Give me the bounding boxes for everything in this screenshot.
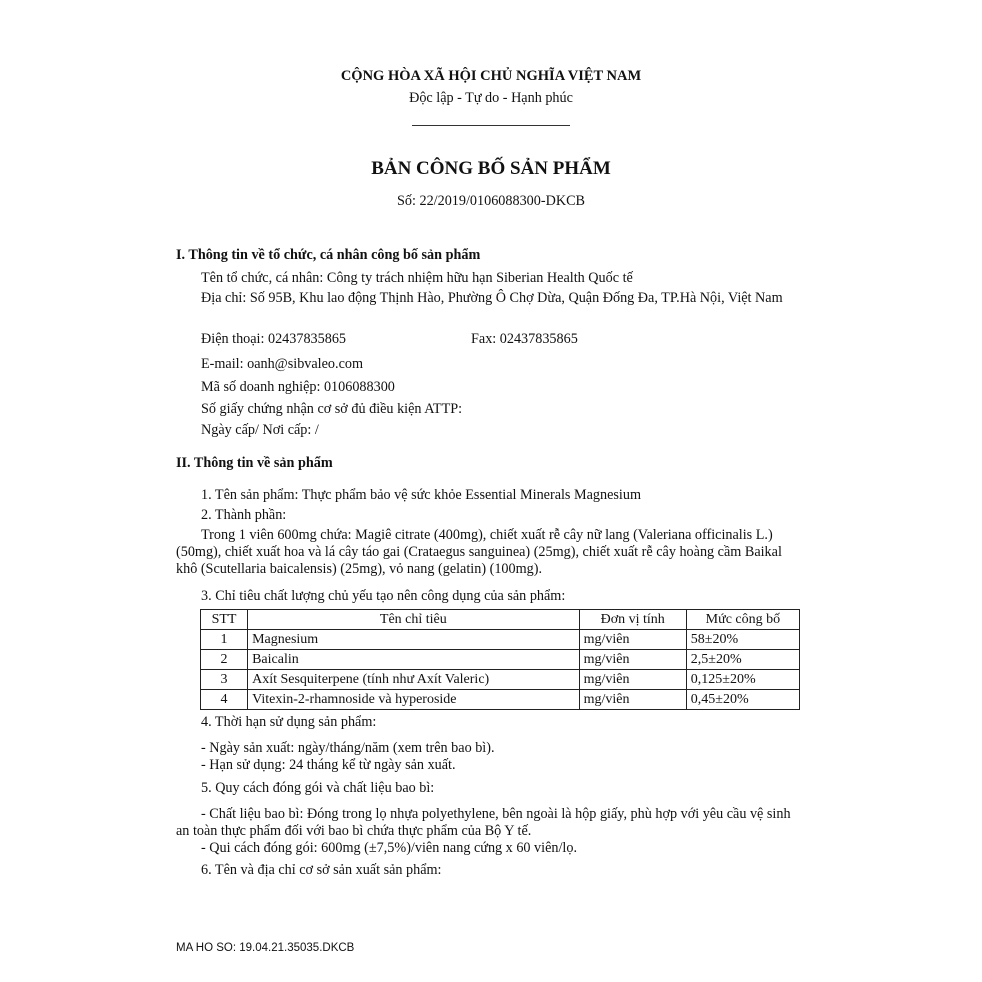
manufacturer-label: 6. Tên và địa chỉ cơ sở sản xuất sản phẩm:: [201, 862, 442, 878]
table-cell: 1: [201, 630, 248, 650]
table-row: [201, 670, 800, 690]
table-cell: mg/viên: [579, 670, 686, 690]
table-cell: 0,125±20%: [686, 670, 799, 690]
header-divider: [412, 125, 570, 126]
table-cell: 4: [201, 690, 248, 710]
business-code: Mã số doanh nghiệp: 0106088300: [201, 379, 395, 395]
table-header-cell: Đơn vị tính: [579, 610, 686, 630]
table-header-row: [201, 610, 800, 630]
quality-table: [200, 609, 800, 710]
table-cell: mg/viên: [579, 690, 686, 710]
composition-label: 2. Thành phần:: [201, 507, 287, 523]
table-header-cell: STT: [201, 610, 248, 630]
packaging-label: 5. Quy cách đóng gói và chất liệu bao bì:: [201, 780, 435, 796]
org-email: E-mail: oanh@sibvaleo.com: [201, 356, 363, 372]
composition-text: Trong 1 viên 600mg chứa: Magiê citrate (400mg), chiết xuất rễ cây nữ lang (Valeriana officinalis L.) (50mg), chiết xuất hoa và lá cây táo gai (Crataegus sanguinea) (25mg), chiết xuất rễ cây hoàng cầm Baikal khô (Scutellaria baicalensis) (25mg), vỏ nang (gelatin) (100mg).: [176, 527, 782, 577]
table-cell: Axít Sesquiterpene (tính như Axít Valeric): [248, 670, 580, 690]
shelf-life-label: 4. Thời hạn sử dụng sản phẩm:: [201, 714, 377, 730]
table-row: [201, 690, 800, 710]
table-cell: 2: [201, 650, 248, 670]
table-row: [201, 650, 800, 670]
table-cell: mg/viên: [579, 650, 686, 670]
table-cell: 0,45±20%: [686, 690, 799, 710]
document-number: Số: 22/2019/0106088300-DKCB: [397, 193, 585, 209]
table-cell: 2,5±20%: [686, 650, 799, 670]
packing-spec: - Qui cách đóng gói: 600mg (±7,5%)/viên nang cứng x 60 viên/lọ.: [201, 840, 578, 856]
table-header-cell: Mức công bố: [686, 610, 799, 630]
country-header: CỘNG HÒA XÃ HỘI CHỦ NGHĨA VIỆT NAM: [340, 68, 642, 84]
table-cell: Vitexin-2-rhamnoside và hyperoside: [248, 690, 580, 710]
org-fax: Fax: 02437835865: [471, 331, 578, 347]
org-name: Tên tổ chức, cá nhân: Công ty trách nhiệm hữu hạn Siberian Health Quốc tế: [201, 270, 633, 286]
table-header-cell: Tên chỉ tiêu: [248, 610, 580, 630]
motto: Độc lập - Tự do - Hạnh phúc: [409, 90, 573, 106]
product-name: 1. Tên sản phẩm: Thực phẩm bảo vệ sức khỏe Essential Minerals Magnesium: [201, 487, 641, 503]
table-row: [201, 630, 800, 650]
document-title: BẢN CÔNG BỐ SẢN PHẨM: [371, 158, 611, 179]
expiry: - Hạn sử dụng: 24 tháng kể từ ngày sản xuất.: [201, 757, 456, 773]
org-phone: Điện thoại: 02437835865: [201, 331, 347, 347]
table-cell: 3: [201, 670, 248, 690]
table-cell: 58±20%: [686, 630, 799, 650]
packaging-material: - Chất liệu bao bì: Đóng trong lọ nhựa polyethylene, bên ngoài là hộp giấy, phù hợp với yêu cầu vệ sinh an toàn thực phẩm đối với bao bì chứa thực phẩm của Bộ Y tế.: [176, 806, 791, 839]
org-address: Địa chỉ: Số 95B, Khu lao động Thịnh Hào, Phường Ô Chợ Dừa, Quận Đống Đa, TP.Hà Nội, Việt Nam: [201, 290, 783, 306]
table-cell: Magnesium: [248, 630, 580, 650]
section-1-heading: I. Thông tin về tổ chức, cá nhân công bố sản phẩm: [176, 247, 481, 263]
quality-label: 3. Chỉ tiêu chất lượng chủ yếu tạo nên công dụng của sản phẩm:: [201, 588, 566, 604]
table-cell: Baicalin: [248, 650, 580, 670]
record-code: MA HO SO: 19.04.21.35035.DKCB: [176, 942, 355, 954]
issue-info: Ngày cấp/ Nơi cấp: /: [201, 422, 319, 438]
atp-certificate: Số giấy chứng nhận cơ sở đủ điều kiện ATTP:: [201, 401, 463, 417]
table-cell: mg/viên: [579, 630, 686, 650]
manufacture-date: - Ngày sản xuất: ngày/tháng/năm (xem trên bao bì).: [201, 740, 495, 756]
section-2-heading: II. Thông tin về sản phẩm: [176, 455, 333, 471]
